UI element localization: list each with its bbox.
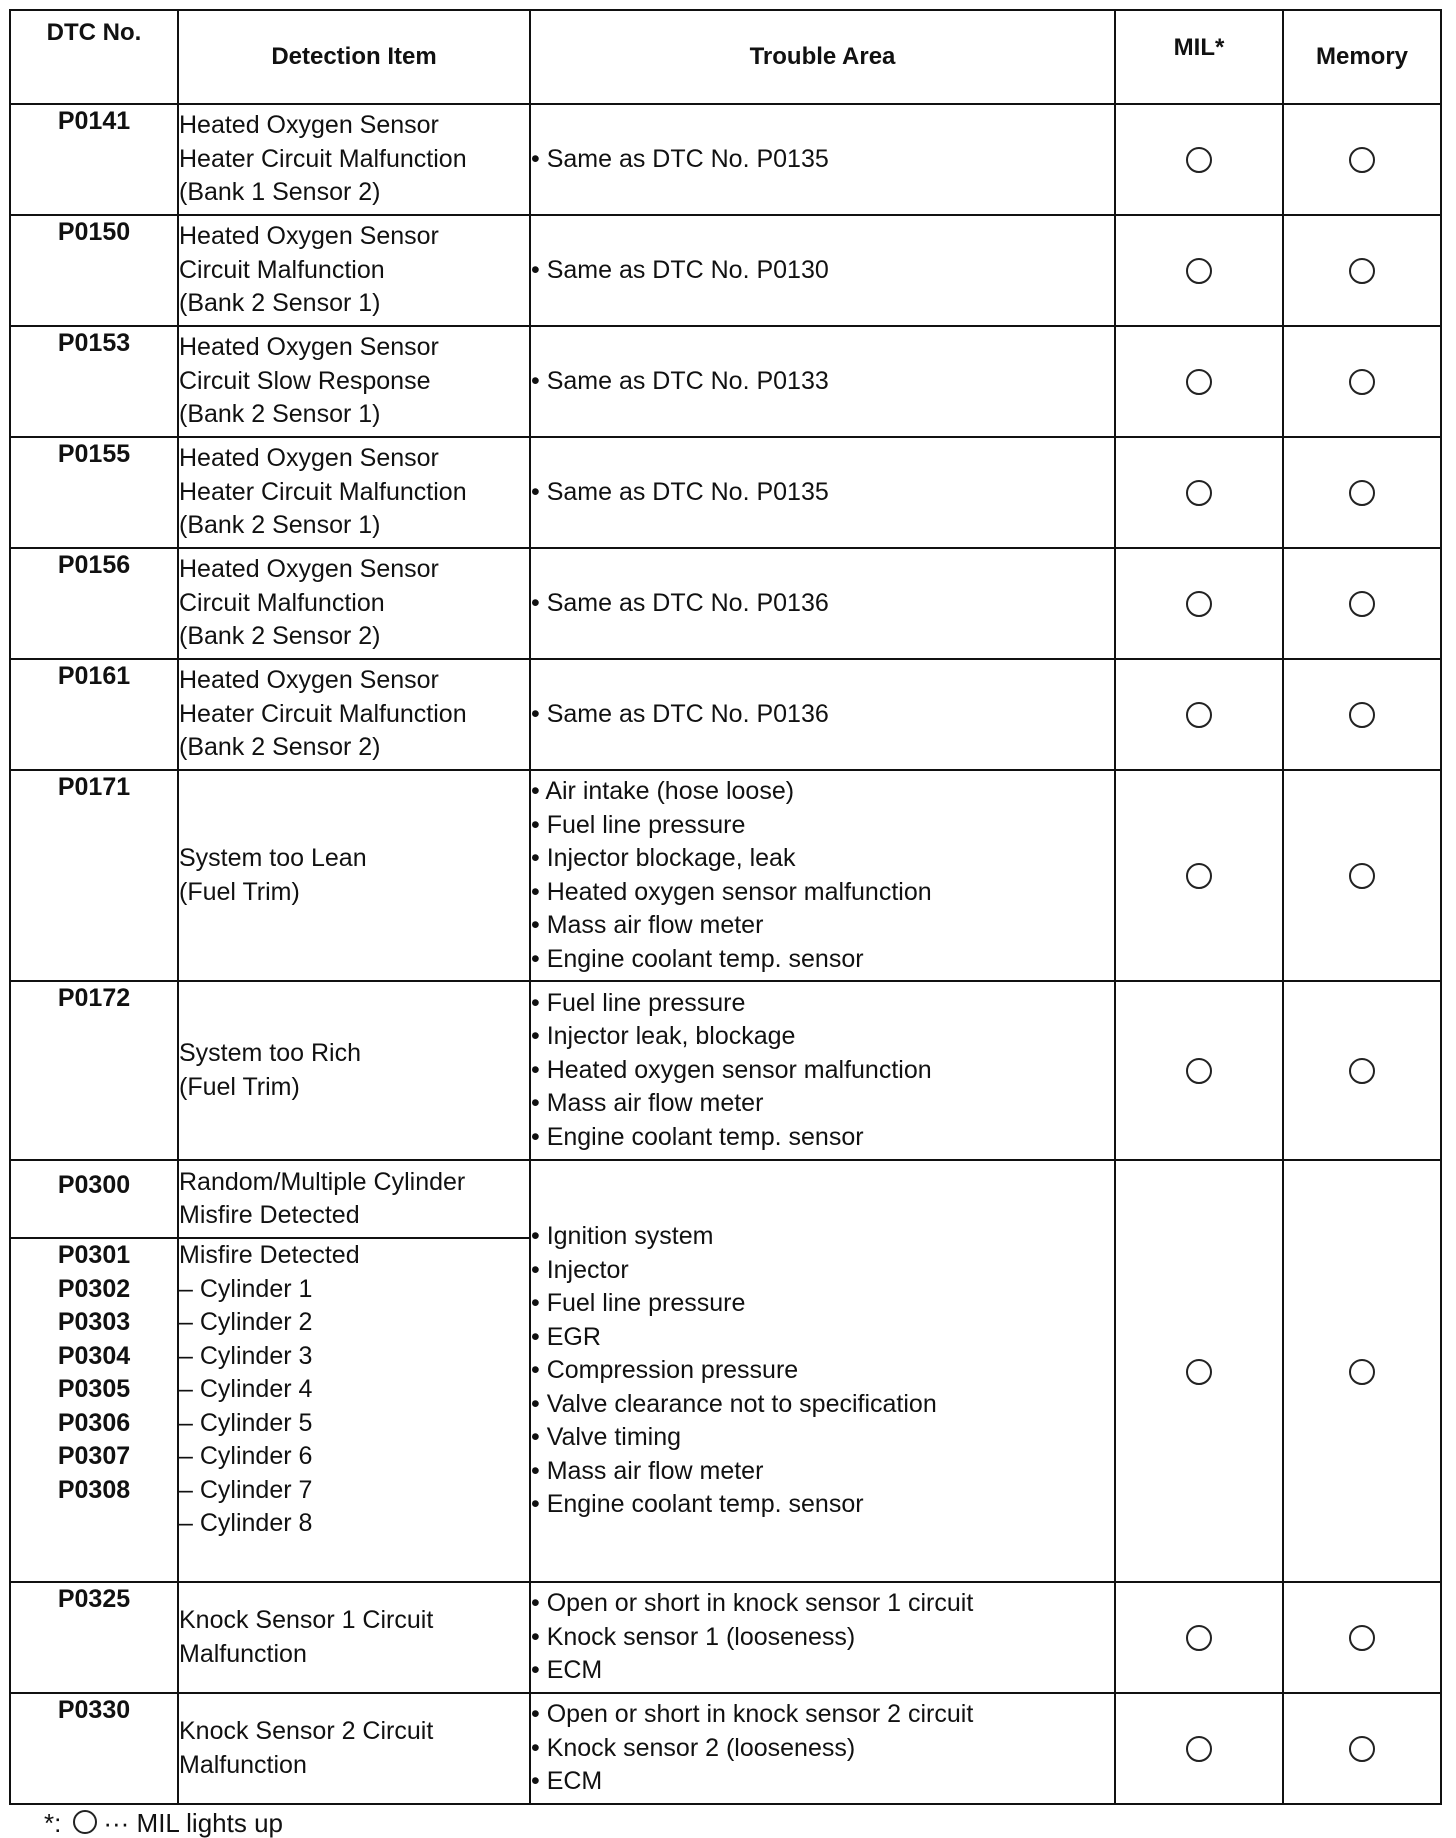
open-circle-icon [1186, 147, 1212, 173]
detection-item [178, 981, 530, 1160]
open-circle-icon [1186, 1736, 1212, 1762]
footnote-text: ··· MIL lights up [103, 1808, 283, 1838]
trouble-area-line: • Engine coolant temp. sensor [531, 1122, 864, 1151]
memory-mark [1283, 548, 1441, 659]
trouble-area-line: • Mass air flow meter [531, 1456, 764, 1485]
dtc-code-line: P0304 [57, 1341, 131, 1370]
detection-item-line: – Cylinder 5 [179, 1408, 313, 1437]
table-row [10, 1582, 1441, 1693]
dtc-code: P0172 [10, 981, 178, 1160]
memory-mark [1283, 1693, 1441, 1804]
trouble-area [530, 981, 1115, 1160]
open-circle-icon [1186, 591, 1212, 617]
trouble-area-line: • Engine coolant temp. sensor [531, 944, 864, 973]
open-circle-icon [1349, 591, 1375, 617]
trouble-area [530, 1693, 1115, 1804]
trouble-area-line: • Mass air flow meter [531, 911, 764, 939]
open-circle-icon [1186, 1058, 1212, 1084]
detection-item-line: (Bank 2 Sensor 1) [179, 400, 381, 429]
header-memory: Memory [1283, 10, 1441, 104]
memory-mark [1283, 770, 1441, 981]
detection-item-line: – Cylinder 7 [179, 1475, 313, 1504]
trouble-area [530, 215, 1115, 326]
footnote-prefix: *: [44, 1808, 62, 1838]
memory-mark [1283, 326, 1441, 437]
trouble-area [530, 659, 1115, 770]
table-row [10, 548, 1441, 659]
open-circle-icon [1186, 480, 1212, 506]
detection-item-line: System too Rich [179, 1039, 362, 1067]
memory-mark [1283, 981, 1441, 1160]
header-dtc: DTC No. [10, 10, 178, 104]
detection-item-line: – Cylinder 8 [179, 1509, 313, 1537]
detection-item-line: (Bank 1 Sensor 2) [179, 178, 381, 207]
mil-mark [1115, 548, 1283, 659]
mil-mark [1115, 215, 1283, 326]
memory-mark [1283, 659, 1441, 770]
detection-item-line: Malfunction [179, 1639, 307, 1668]
trouble-area-line: • Open or short in knock sensor 1 circuit [531, 1589, 974, 1618]
open-circle-icon [1186, 863, 1212, 889]
dtc-code: P0325 [10, 1582, 178, 1693]
dtc-code-line: P0306 [57, 1408, 131, 1437]
memory-mark [1283, 437, 1441, 548]
trouble-area-line: • Knock sensor 1 (looseness) [531, 1622, 856, 1651]
trouble-area [530, 770, 1115, 981]
table-row [10, 1160, 1441, 1238]
trouble-area-line: • Engine coolant temp. sensor [531, 1490, 864, 1519]
detection-item-line: Heated Oxygen Sensor [179, 111, 439, 140]
table-row [10, 981, 1441, 1160]
detection-item-line: (Bank 2 Sensor 1) [179, 289, 381, 318]
dtc-code: P0171 [10, 770, 178, 981]
detection-item-line: Misfire Detected [179, 1241, 360, 1269]
dtc-code-line: P0307 [57, 1442, 131, 1470]
mil-mark [1115, 1582, 1283, 1693]
detection-item-line: Heated Oxygen Sensor [179, 555, 439, 584]
open-circle-icon [1186, 702, 1212, 728]
dtc-code-line: P0302 [57, 1274, 131, 1303]
trouble-area-line: • Heated oxygen sensor malfunction [531, 1055, 932, 1084]
dtc-code: P0161 [10, 659, 178, 770]
memory-mark [1283, 104, 1441, 215]
trouble-area-line: • Fuel line pressure [531, 1289, 746, 1318]
dtc-code: P0330 [10, 1693, 178, 1804]
dtc-code: P0155 [10, 437, 178, 548]
detection-item-line: – Cylinder 4 [179, 1375, 313, 1403]
header-trouble-area: Trouble Area [530, 10, 1115, 104]
detection-item-line: Heated Oxygen Sensor [179, 333, 439, 362]
trouble-area-line: • Same as DTC No. P0136 [531, 588, 829, 617]
dtc-table [9, 9, 1442, 1805]
table-row [10, 659, 1441, 770]
detection-item-line: Heater Circuit Malfunction [179, 699, 467, 728]
detection-item [178, 1582, 530, 1693]
detection-item-line: (Bank 2 Sensor 2) [179, 733, 381, 762]
trouble-area-line: • Valve clearance not to specification [531, 1389, 937, 1418]
table-row [10, 104, 1441, 215]
trouble-area-line: • Same as DTC No. P0136 [531, 699, 829, 728]
open-circle-icon [1349, 1359, 1375, 1385]
trouble-area-line: • Same as DTC No. P0130 [531, 255, 829, 284]
trouble-area-line: • Compression pressure [531, 1356, 799, 1385]
trouble-area-line: • Injector blockage, leak [531, 844, 796, 872]
trouble-area-line: • Injector [531, 1255, 629, 1284]
footnote [44, 1808, 283, 1838]
header-detection-item: Detection Item [178, 10, 530, 104]
open-circle-icon [1186, 1625, 1212, 1651]
dtc-code-line: P0301 [57, 1241, 131, 1269]
detection-item-line: (Fuel Trim) [179, 877, 300, 906]
mil-mark [1115, 1693, 1283, 1804]
dtc-code-line: P0308 [57, 1475, 131, 1504]
table-row [10, 215, 1441, 326]
trouble-area [530, 326, 1115, 437]
trouble-area-line: • Valve timing [531, 1423, 682, 1452]
detection-item-line: Circuit Malfunction [179, 588, 385, 617]
detection-item [178, 1160, 530, 1238]
open-circle-icon [1349, 147, 1375, 173]
header-row [10, 10, 1441, 104]
detection-item [178, 104, 530, 215]
trouble-area [530, 1582, 1115, 1693]
header-mil: MIL* [1115, 10, 1283, 104]
detection-item-line: – Cylinder 3 [179, 1341, 313, 1370]
detection-item [178, 770, 530, 981]
trouble-area-line: • Fuel line pressure [531, 988, 746, 1017]
detection-item-line: – Cylinder 1 [179, 1274, 313, 1303]
detection-item [178, 437, 530, 548]
trouble-area-line: • Air intake (hose loose) [531, 777, 795, 805]
open-circle-icon [1186, 258, 1212, 284]
dtc-code: P0153 [10, 326, 178, 437]
open-circle-icon [1349, 1058, 1375, 1084]
trouble-area [530, 548, 1115, 659]
detection-item-line: Heated Oxygen Sensor [179, 666, 439, 695]
detection-item-line: Heater Circuit Malfunction [179, 477, 467, 506]
trouble-area-line: • Mass air flow meter [531, 1089, 764, 1118]
table-row [10, 326, 1441, 437]
table-row [10, 770, 1441, 981]
trouble-area [530, 1160, 1115, 1582]
trouble-area-line: • Same as DTC No. P0135 [531, 144, 829, 173]
trouble-area-line: • ECM [531, 1767, 603, 1796]
mil-mark [1115, 770, 1283, 981]
trouble-area-line: • Injector leak, blockage [531, 1022, 796, 1051]
detection-item-line: Circuit Slow Response [179, 366, 431, 395]
trouble-area-line: • ECM [531, 1656, 603, 1685]
detection-item-line: Heater Circuit Malfunction [179, 144, 467, 173]
memory-mark [1283, 1582, 1441, 1693]
mil-mark [1115, 326, 1283, 437]
memory-mark [1283, 1160, 1441, 1582]
table-row [10, 1693, 1441, 1804]
detection-item-line: System too Lean [179, 844, 367, 872]
detection-item-line: Heated Oxygen Sensor [179, 222, 439, 251]
detection-item [178, 326, 530, 437]
dtc-code-line: P0303 [57, 1308, 131, 1336]
detection-item-line: (Fuel Trim) [179, 1072, 300, 1101]
detection-item-line: Circuit Malfunction [179, 255, 385, 284]
mil-mark [1115, 659, 1283, 770]
trouble-area-line: • Same as DTC No. P0135 [531, 477, 829, 506]
detection-item [178, 1693, 530, 1804]
detection-item-line: Knock Sensor 1 Circuit [179, 1606, 434, 1634]
detection-item [178, 659, 530, 770]
memory-mark [1283, 215, 1441, 326]
mil-mark [1115, 1160, 1283, 1582]
trouble-area-line: • Fuel line pressure [531, 810, 746, 839]
open-circle-icon [1349, 863, 1375, 889]
open-circle-icon [1186, 1359, 1212, 1385]
trouble-area [530, 104, 1115, 215]
mil-mark [1115, 104, 1283, 215]
open-circle-icon [1349, 702, 1375, 728]
table-row [10, 437, 1441, 548]
detection-item-line: Heated Oxygen Sensor [179, 444, 439, 473]
dtc-code [10, 1238, 178, 1582]
detection-item-line: (Bank 2 Sensor 2) [179, 622, 381, 651]
open-circle-icon [1349, 1736, 1375, 1762]
open-circle-icon [1349, 1625, 1375, 1651]
dtc-code: P0150 [10, 215, 178, 326]
open-circle-icon [73, 1810, 97, 1834]
detection-item-line: Misfire Detected [179, 1201, 360, 1229]
trouble-area-line: • EGR [531, 1322, 601, 1351]
table-body [10, 104, 1441, 1804]
dtc-code: P0300 [10, 1160, 178, 1238]
detection-item-line: – Cylinder 2 [179, 1308, 313, 1336]
detection-item [178, 548, 530, 659]
trouble-area-line: • Knock sensor 2 (looseness) [531, 1733, 856, 1762]
dtc-code-line: P0305 [57, 1375, 131, 1403]
trouble-area [530, 437, 1115, 548]
trouble-area-line: • Same as DTC No. P0133 [531, 366, 829, 395]
detection-item-line: (Bank 2 Sensor 1) [179, 511, 381, 540]
detection-item [178, 215, 530, 326]
trouble-area-line: • Heated oxygen sensor malfunction [531, 877, 932, 906]
detection-item-line: – Cylinder 6 [179, 1442, 313, 1470]
trouble-area-line: • Open or short in knock sensor 2 circuit [531, 1700, 974, 1729]
mil-mark [1115, 437, 1283, 548]
open-circle-icon [1349, 369, 1375, 395]
open-circle-icon [1349, 480, 1375, 506]
detection-item [178, 1238, 530, 1582]
dtc-code: P0141 [10, 104, 178, 215]
mil-mark [1115, 981, 1283, 1160]
trouble-area-line: • Ignition system [531, 1222, 714, 1251]
open-circle-icon [1186, 369, 1212, 395]
open-circle-icon [1349, 258, 1375, 284]
detection-item-line: Random/Multiple Cylinder [179, 1167, 466, 1196]
dtc-code: P0156 [10, 548, 178, 659]
detection-item-line: Malfunction [179, 1750, 307, 1779]
detection-item-line: Knock Sensor 2 Circuit [179, 1717, 434, 1745]
